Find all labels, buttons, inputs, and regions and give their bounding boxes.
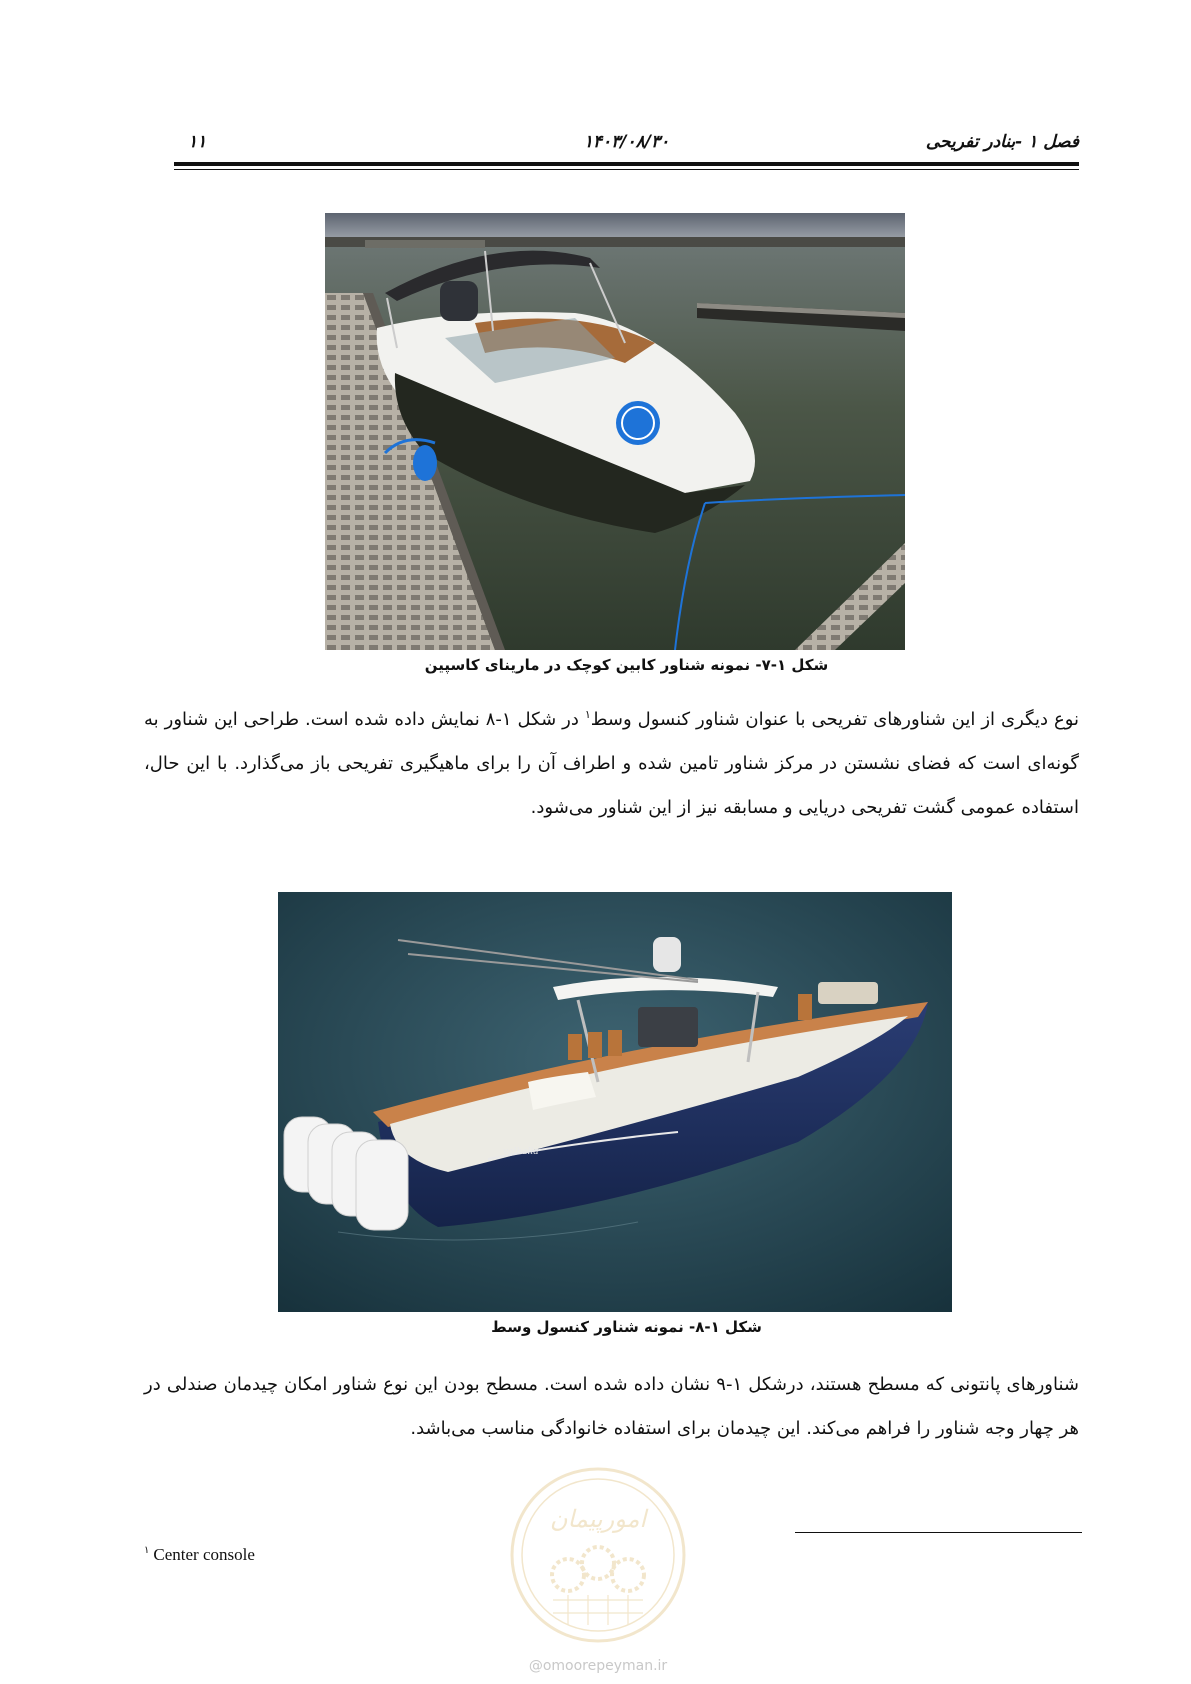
paragraph-text: نوع دیگری از این شناورهای تفریحی با عنوان شناور کنسول وسط	[590, 709, 1079, 730]
paragraph-text-cont: در شکل ۱-۸ نمایش داده شده است. طراحی این شناور به گونه‌ای است که فضای نشستن در مرکز شناور تامین شده و اطراف آن را برای ماهیگیری تفریحی باز می‌گذارد. با این حال، استفاده عمومی گشت تفریحی دریایی و مسابقه نیز از این شناور می‌شود.	[144, 709, 1079, 818]
footnote	[144, 1545, 255, 1565]
footnote-ref: ۱	[584, 708, 591, 721]
header-rule-thin	[174, 169, 1079, 170]
hull-lettering: valhalla	[503, 1147, 539, 1157]
header-date: ۱۴۰۳/۰۸/۳۰	[583, 132, 670, 152]
chapter-title: فصل ۱ -بنادر تفریحی	[925, 132, 1079, 152]
page-header	[174, 132, 1079, 154]
center-console-boat-photo	[278, 892, 952, 1312]
footnote-rule	[795, 1532, 1082, 1533]
figure-caption-1-7: شکل ۱-۷- نمونه شناور کابین کوچک در مارینای کاسپین	[424, 656, 829, 674]
cabin-boat-photo	[325, 213, 905, 650]
figure-caption-1-8: شکل ۱-۸- نمونه شناور کنسول وسط	[491, 1318, 762, 1336]
footnote-text: Center console	[153, 1545, 255, 1564]
paragraph-pontoon: شناورهای پانتونی که مسطح هستند، درشکل ۱-۹ نشان داده شده است. مسطح بودن این نوع شناور امکان چیدمان صندلی در هر چهار وجه شناور را فراهم می‌کند. این چیدمان برای استفاده خانوادگی مناسب می‌باشد.	[144, 1374, 1079, 1439]
page-number: ۱۱	[188, 132, 207, 152]
watermark-logo	[508, 1465, 688, 1645]
watermark-handle: @omoorepeyman.ir	[528, 1658, 668, 1674]
svg-text:امورپیمان: امورپیمان	[549, 1505, 647, 1533]
header-rule-thick	[174, 162, 1079, 166]
paragraph-center-console	[144, 698, 1079, 830]
footnote-marker: ۱	[144, 1545, 150, 1557]
